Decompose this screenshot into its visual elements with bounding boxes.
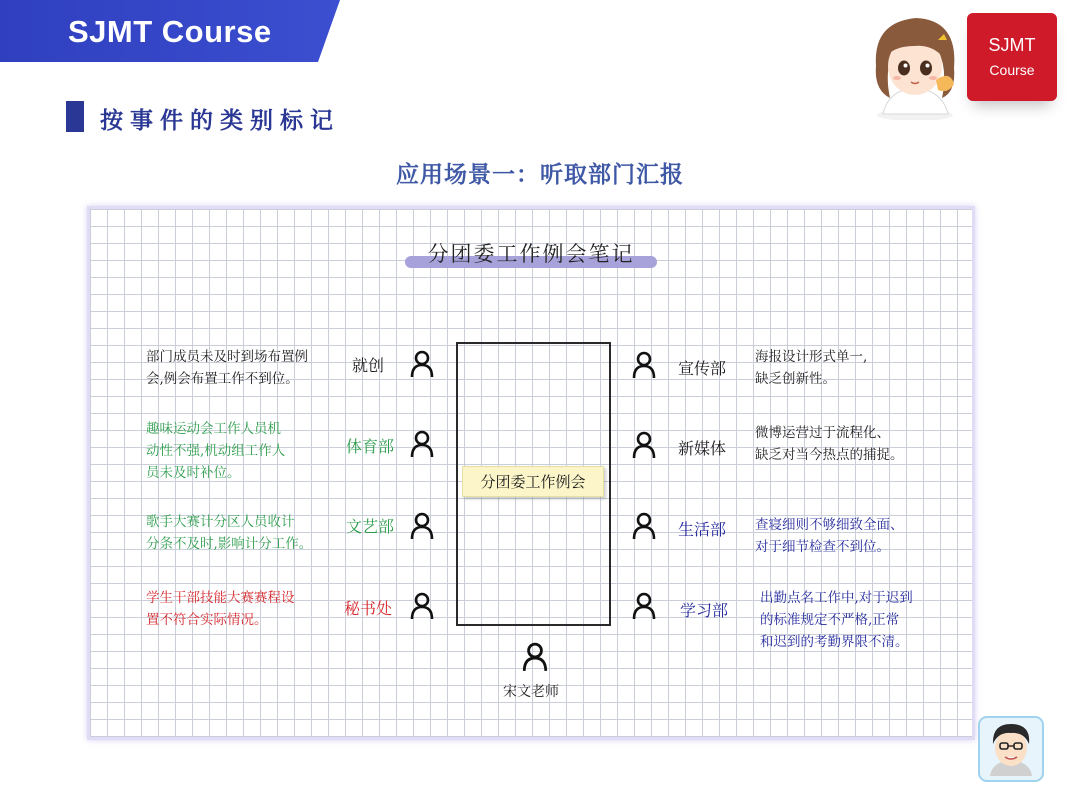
person-icon: [632, 512, 656, 540]
left-note-2: 趣味运动会工作人员机 动性不强,机动组工作人 员未及时补位。: [146, 421, 286, 481]
note-title-block: [405, 232, 657, 272]
right-dept-1: 宣传部: [678, 359, 727, 378]
note-title: 分团委工作例会笔记: [427, 242, 635, 266]
section-title: 按事件的类别标记: [100, 108, 340, 134]
person-icon: [632, 351, 656, 379]
left-dept-3: 文艺部: [346, 517, 395, 536]
scene-title: 应用场景一：听取部门汇报: [396, 162, 684, 188]
badge-line1: SJMT: [988, 35, 1036, 55]
right-dept-3: 生活部: [678, 520, 727, 539]
left-note-3: 歌手大赛计分区人员收计 分条不及时,影响计分工作。: [146, 514, 313, 552]
section-marker: [66, 101, 84, 132]
header-banner: [0, 0, 340, 62]
person-icon: [632, 592, 656, 620]
right-dept-2: 新媒体: [678, 439, 727, 458]
badge-line2: Course: [989, 62, 1035, 78]
girl-avatar-icon: [868, 10, 963, 120]
right-dept-4: 学习部: [680, 601, 729, 620]
meeting-label: 分团委工作例会: [462, 466, 604, 497]
left-note-1: 部门成员未及时到场布置例 会,例会布置工作不到位。: [146, 349, 308, 387]
right-note-4: 出勤点名工作中,对于迟到 的标准规定不严格,正常 和迟到的考勤界限不清。: [760, 590, 913, 650]
left-dept-4: 秘书处: [344, 599, 393, 618]
teacher-label: 宋文老师: [503, 684, 559, 700]
teacher-person-icon: [522, 642, 548, 672]
course-title: SJMT Course: [68, 14, 272, 49]
left-note-4: 学生干部技能大赛赛程设 置不符合实际情况。: [146, 590, 295, 628]
left-dept-2: 体育部: [346, 437, 395, 456]
boy-avatar-icon: [978, 716, 1044, 782]
person-icon: [410, 430, 434, 458]
right-note-2: 微博运营过于流程化、 缺乏对当今热点的捕捉。: [755, 425, 904, 463]
right-note-3: 查寝细则不够细致全面、 对于细节检查不到位。: [755, 517, 904, 555]
right-note-1: 海报设计形式单一, 缺乏创新性。: [755, 349, 868, 387]
person-icon: [410, 350, 434, 378]
person-icon: [632, 431, 656, 459]
course-logo-badge: [967, 13, 1057, 101]
left-dept-1: 就创: [352, 356, 385, 375]
person-icon: [410, 512, 434, 540]
person-icon: [410, 592, 434, 620]
